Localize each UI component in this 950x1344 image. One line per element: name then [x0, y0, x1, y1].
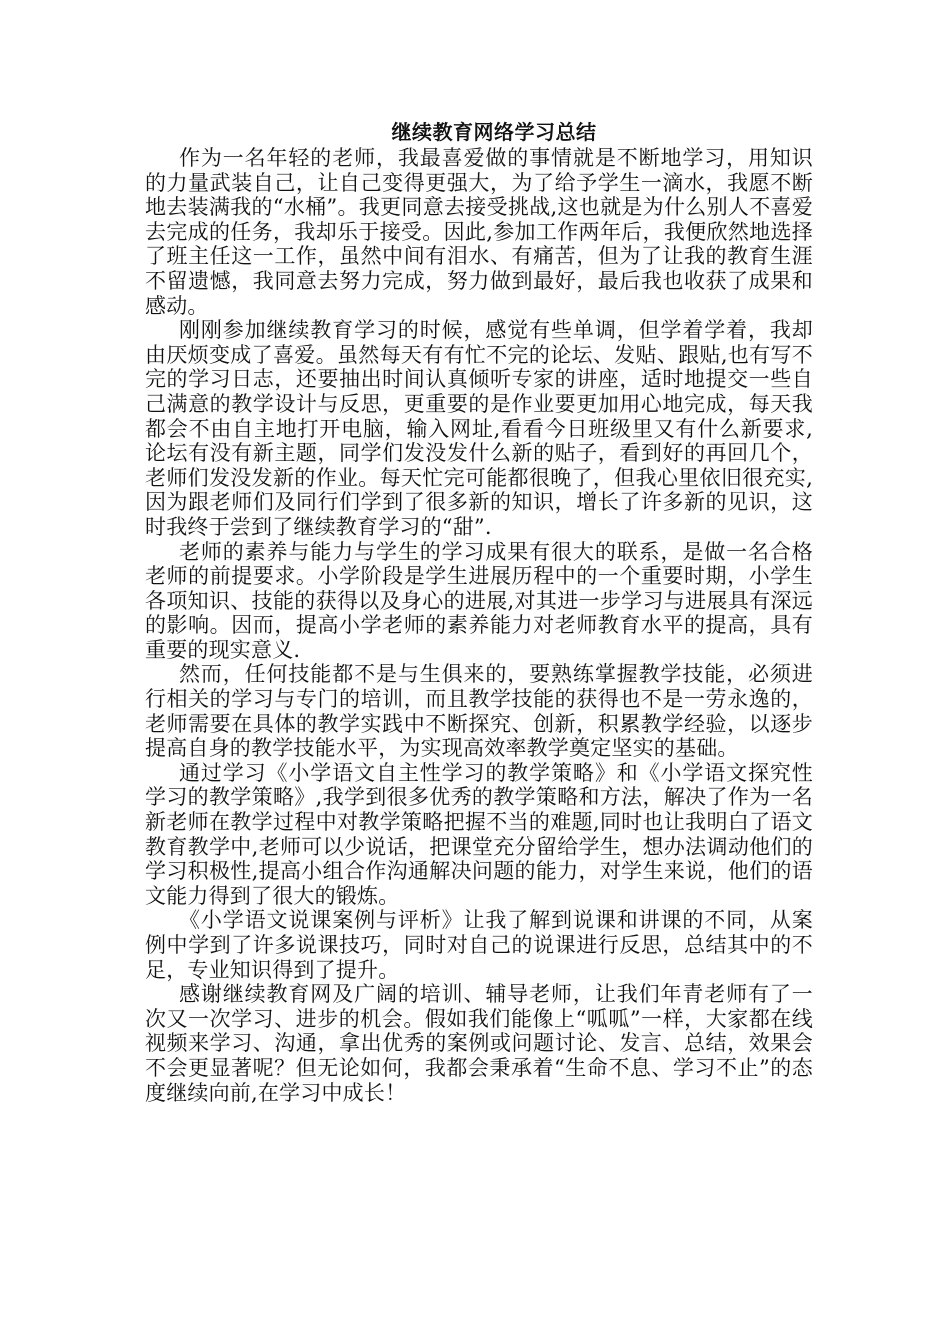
paragraph-learning-experience: 刚刚参加继续教育学习的时候，感觉有些单调，但学着学着，我却由厌烦变成了喜爱。虽然每天有有忙不完的论坛、发贴、跟贴,也有写不完的学习日志，还要抽出时间认真倾听专家的讲座，适时地提交一些自己满意的教学设计与反思，更重要的是作业要更加用心地完成，每天我都会不由自主地打开电脑，输入网址,看看今日班级里又有什么新要求,论坛有没有新主题，同学们发没发什么新的贴子，看到好的再回几个，老师们发没发新的作业。每天忙完可能都很晚了，但我心里依旧很充实,因为跟老师们及同行们学到了很多新的知识，增长了许多新的见识，这时我终于尝到了继续教育学习的“甜”.: [145, 318, 813, 539]
document-title: 继续教育网络学习总结: [391, 120, 597, 144]
document-page: [145, 118, 813, 1105]
paragraph-thanks: 感谢继续教育网及广阔的培训、辅导老师，让我们年青老师有了一次又一次学习、进步的机会。假如我们能像上“呱呱”一样，大家都在线视频来学习、沟通，拿出优秀的案例或问题讨论、发言、总结，效果会不会更显著呢？但无论如何，我都会秉承着“生命不息、学习不止”的态度继续向前,在学习中成长！: [145, 982, 813, 1105]
paragraph-teaching-skills: 然而，任何技能都不是与生俱来的，要熟练掌握教学技能，必须进行相关的学习与专门的培训，而且教学技能的获得也不是一劳永逸的，老师需要在具体的教学实践中不断探究、创新，积累教学经验，以逐步提高自身的教学技能水平，为实现高效率教学奠定坚实的基础。: [145, 662, 813, 761]
paragraph-teaching-strategies: 通过学习《小学语文自主性学习的教学策略》和《小学语文探究性学习的教学策略》,我学到很多优秀的教学策略和方法，解决了作为一名新老师在教学过程中对教学策略把握不当的难题,同时也让我明白了语文教育教学中,老师可以少说话，把课堂充分留给学生，想办法调动他们的学习积极性,提高小组合作沟通解决问题的能力，对学生来说，他们的语文能力得到了很大的锻炼。: [145, 760, 813, 908]
paragraph-intro: 作为一名年轻的老师，我最喜爱做的事情就是不断地学习，用知识的力量武装自己，让自己变得更强大，为了给予学生一滴水，我愿不断地去装满我的“水桶”。我更同意去接受挑战,这也就是为什么别人不喜爱去完成的任务，我却乐于接受。因此,参加工作两年后，我便欣然地选择了班主任这一工作，虽然中间有泪水、有痛苦，但为了让我的教育生涯不留遗憾，我同意去努力完成，努力做到最好，最后我也收获了成果和感动。: [145, 146, 813, 318]
paragraph-teacher-quality: 老师的素养与能力与学生的学习成果有很大的联系，是做一名合格老师的前提要求。小学阶段是学生进展历程中的一个重要时期，小学生各项知识、技能的获得以及身心的进展,对其进一步学习与进展具有深远的影响。因而，提高小学老师的素养能力对老师教育水平的提高，具有重要的现实意义.: [145, 539, 813, 662]
paragraph-lesson-cases: 《小学语文说课案例与评析》让我了解到说课和讲课的不同，从案例中学到了许多说课技巧，同时对自己的说课进行反思，总结其中的不足，专业知识得到了提升。: [145, 908, 813, 982]
